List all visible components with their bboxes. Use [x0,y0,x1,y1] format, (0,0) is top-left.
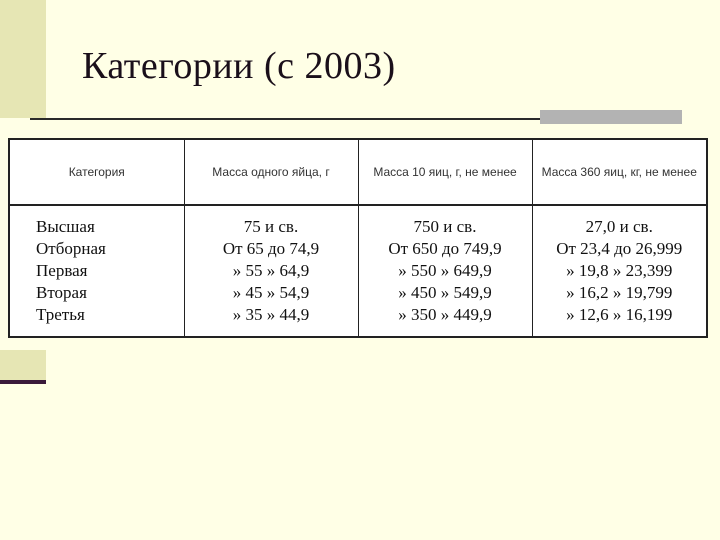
header-mass-ten: Масса 10 яиц, г, не менее [358,140,532,205]
mass-ten-cell: От 650 до 749,9 [388,239,502,258]
decorative-side-bar-top [0,0,46,118]
category-column [10,205,184,336]
mass-360-cell: » 19,8 » 23,399 [566,261,673,280]
mass-one-cell: 75 и св. [243,217,299,236]
header-category: Категория [10,140,184,205]
mass-ten-cell: » 550 » 649,9 [398,261,492,280]
mass-one-cell: От 65 до 74,9 [222,239,320,258]
header-mass-360: Масса 360 яиц, кг, не менее [532,140,706,205]
mass-one-column [184,205,358,336]
header-mass-one: Масса одного яйца, г [184,140,358,205]
mass-360-column [532,205,706,336]
mass-360-cell: От 23,4 до 26,999 [556,239,683,258]
title-underline-accent [540,110,682,124]
mass-360-cell: » 12,6 » 16,199 [566,305,673,324]
category-cell: Вторая [36,283,87,302]
decorative-side-line [0,380,46,384]
category-cell: Первая [36,261,88,280]
mass-ten-cell: 750 и св. [413,217,477,236]
category-cell: Отборная [36,239,106,258]
mass-ten-column [358,205,532,336]
egg-categories-table [8,138,708,338]
mass-360-cell: 27,0 и св. [585,217,653,236]
mass-one-cell: » 35 » 44,9 [232,305,310,324]
mass-ten-cell: » 450 » 549,9 [398,283,492,302]
decorative-side-bar-bottom [0,350,46,382]
table-body-row [10,205,706,336]
category-cell: Высшая [36,217,95,236]
mass-ten-cell: » 350 » 449,9 [398,305,492,324]
slide-title: Категории (с 2003) [82,45,396,87]
table-header-row [10,140,706,205]
category-cell: Третья [36,305,85,324]
mass-one-cell: » 55 » 64,9 [232,261,310,280]
mass-360-cell: » 16,2 » 19,799 [566,283,673,302]
mass-one-cell: » 45 » 54,9 [232,283,310,302]
